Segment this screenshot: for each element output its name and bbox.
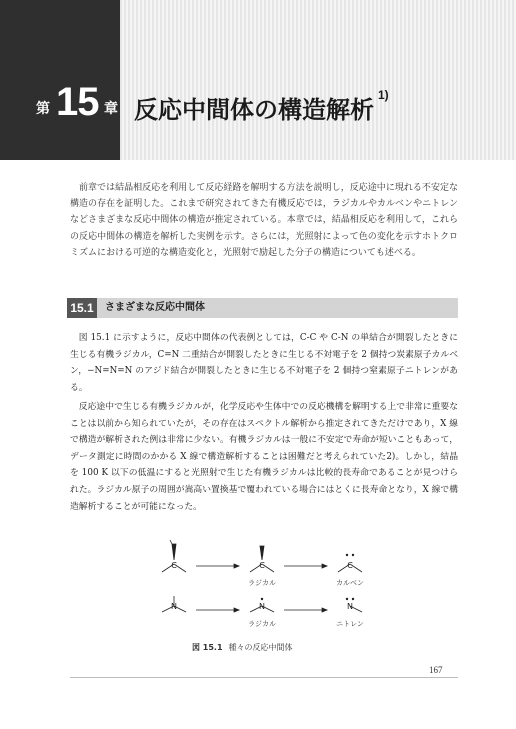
atom-n: N (171, 602, 177, 611)
body-paragraph-1: 図 15.1 に示すように，反応中間体の代表例としては，C-C や C-N の単結合が開裂したときに生じる有機ラジカル，C=N 二重結合が開裂したときに生じる不対電子を 2 個持つ炭素原子カルベン，−N=N=N のアジド結合が開裂したときに生じる不対電子を 2 個持つ窒素原子ニトレンがある。 (70, 333, 458, 393)
arrow-head (234, 608, 239, 612)
radical-dot (261, 554, 263, 556)
chapter-title-ref: 1) (378, 88, 389, 102)
wedge-bond (172, 544, 176, 560)
radical-dot (261, 598, 263, 600)
chapter-intro: 前章では結晶相反応を利用して反応経路を解明する方法を説明し，反応途中に現れる不安定な構造の存在を証明した。これまで研究されてきた有機反応では，ラジカルやカルベンやニトレンなどさまざまな反応中間体の構造が推定されている。本章では，結晶相反応を利用して，これらの反応中間体の構造を解析した実例を示す。さらには，光照射によって色の変化を示すホトクロミズムにおける可逆的な構造変化と，光照射で励起した分子の構造についても述べる。 (70, 183, 458, 258)
atom-n: N (259, 602, 265, 611)
arrow-head (322, 564, 327, 568)
arrow-head (234, 564, 239, 568)
figure-caption-text: 種々の反応中間体 (228, 643, 293, 652)
section-title: さまざまな反応中間体 (105, 302, 205, 313)
chapter-number: 15 (56, 80, 99, 124)
bond (170, 540, 172, 544)
wedge-bond (260, 546, 264, 560)
section-number: 15.1 (67, 298, 97, 318)
body-paragraph-2: 反応途中で生じる有機ラジカルが，化学反応や生体中での反応機構を解明する上で非常に重要なことは以前から知られていたが，その存在はスペクトル解析から推定されてきただけであり，X 線で構造が解析された例は非常に少ない。有機ラジカルは一般に不安定で寿命が短いこともあって，データ測定に時間のかかる X 線で構造解析することは困難だと考えられていた2)。しかし，結晶を 100 K 以下の低温にすると光照射で生じた有機ラジカルは比較的長寿命であることが見つけられた。ラジカル原子の周囲が嵩高い置換基で覆われている場合にはとくに長寿命となり，X 線で構造解析することが可能になった。 (70, 402, 458, 512)
chapter-header-stripe (120, 0, 516, 160)
lone-electron-dot (346, 598, 348, 600)
label-nitrene: ニトレン (336, 620, 364, 628)
atom-c: C (259, 561, 265, 570)
chapter-title-text: 反応中間体の構造解析 (134, 97, 374, 124)
lone-electron-dot (346, 554, 348, 556)
arrow-head (322, 608, 327, 612)
atom-n: N (347, 602, 353, 611)
chapter-suffix: 章 (104, 100, 118, 116)
chapter-title (134, 90, 389, 125)
chapter-prefix: 第 (36, 100, 50, 116)
figure-caption (192, 642, 293, 653)
figure-caption-number: 図 15.1 (192, 643, 223, 652)
label-radical-1: ラジカル (248, 579, 276, 587)
figure-diagram (150, 538, 390, 638)
section-heading (67, 298, 458, 318)
lone-electron-dot (352, 598, 354, 600)
lone-electron-dot (352, 554, 354, 556)
atom-c: C (347, 561, 353, 570)
page-number: 167 (429, 665, 443, 675)
footer-rule (70, 677, 458, 678)
atom-c: C (171, 561, 177, 570)
figure-reaction-intermediates (150, 538, 390, 638)
label-radical-2: ラジカル (248, 620, 276, 628)
label-carbene: カルベン (336, 579, 364, 587)
